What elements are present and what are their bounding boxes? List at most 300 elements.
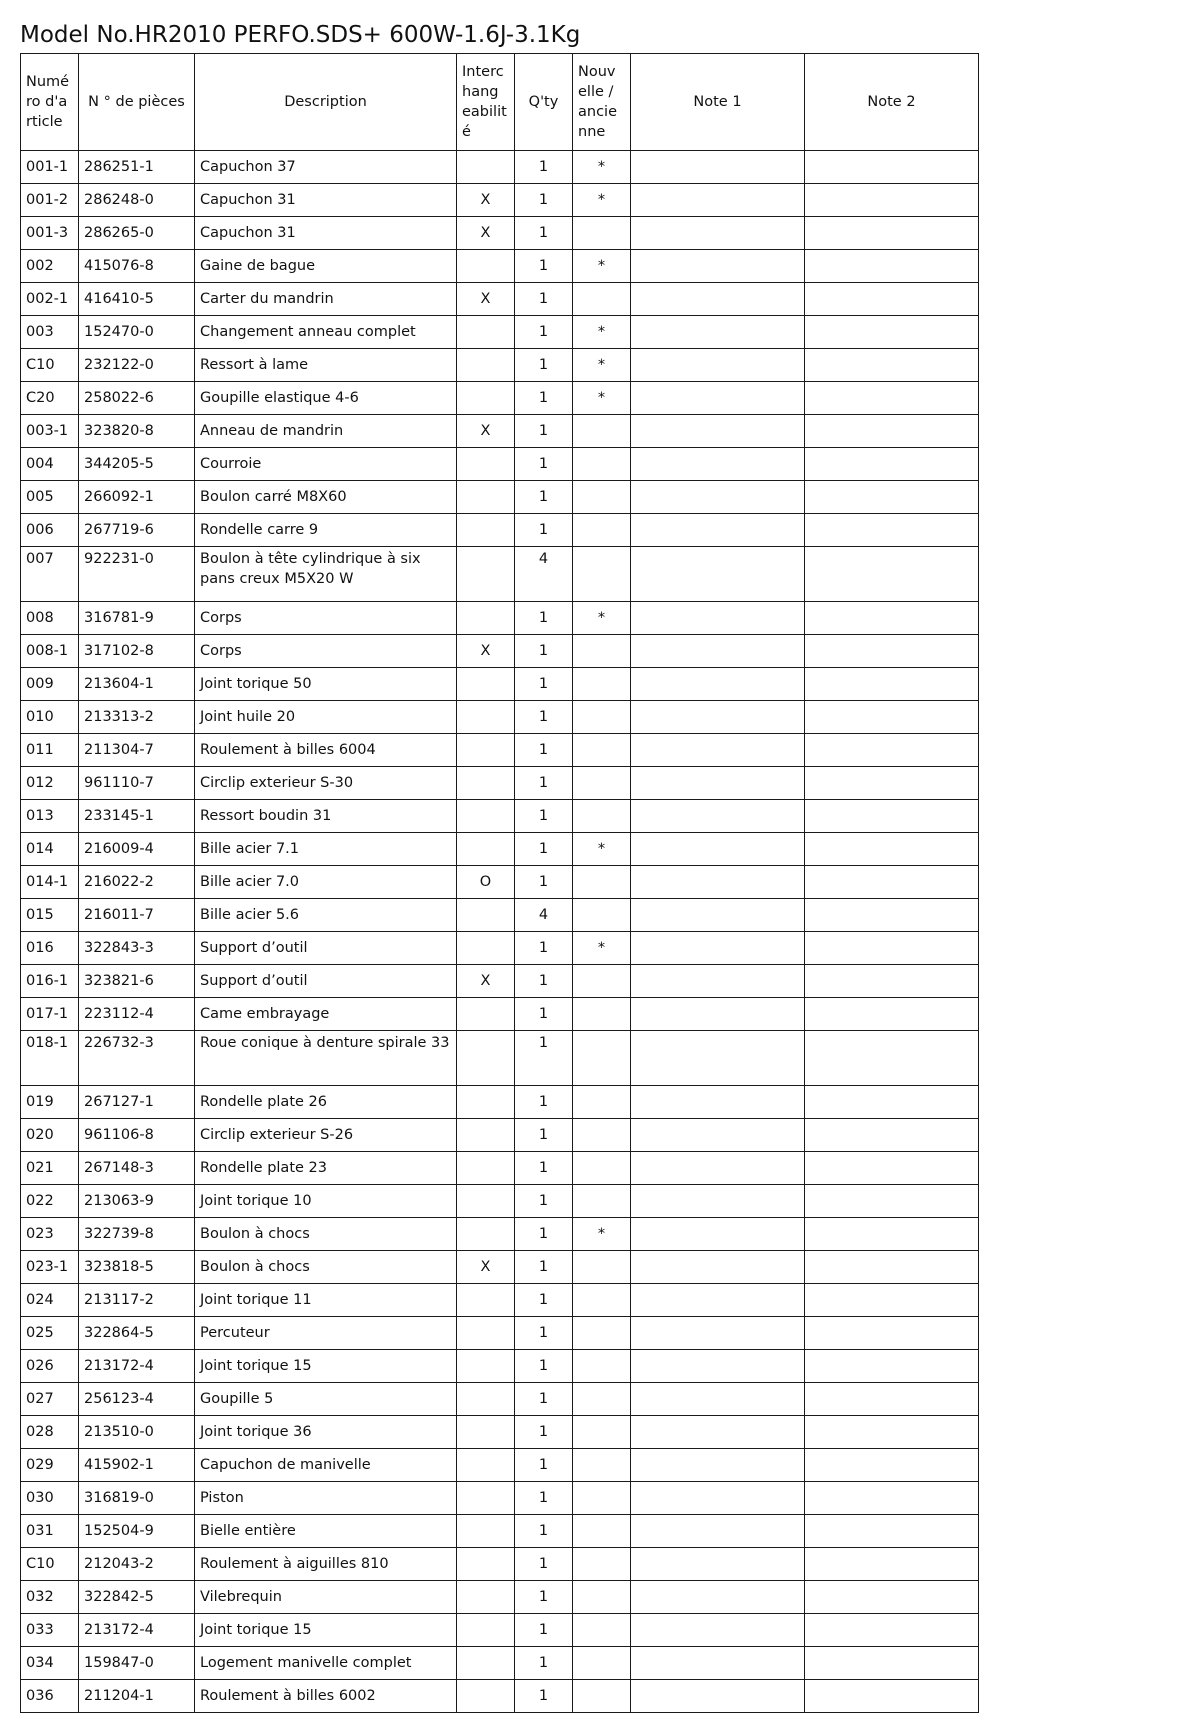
cell-new-old [573, 1086, 631, 1119]
cell-new-old [573, 635, 631, 668]
table-row [21, 1647, 979, 1680]
cell-note-2 [805, 1031, 979, 1086]
cell-item-no: 009 [21, 668, 79, 701]
cell-interchangeability [457, 1581, 515, 1614]
cell-description: Vilebrequin [195, 1581, 457, 1614]
cell-new-old [573, 668, 631, 701]
cell-interchangeability: X [457, 217, 515, 250]
cell-note-1 [631, 448, 805, 481]
table-row [21, 1317, 979, 1350]
cell-item-no: C20 [21, 382, 79, 415]
header-note-1: Note 1 [631, 54, 805, 151]
cell-new-old [573, 1581, 631, 1614]
cell-qty: 1 [515, 1548, 573, 1581]
cell-description: Capuchon 37 [195, 151, 457, 184]
table-row [21, 349, 979, 382]
cell-note-2 [805, 767, 979, 800]
cell-description: Came embrayage [195, 998, 457, 1031]
cell-qty: 1 [515, 1119, 573, 1152]
cell-item-no: 021 [21, 1152, 79, 1185]
table-row [21, 514, 979, 547]
cell-note-1 [631, 734, 805, 767]
cell-item-no: 001-3 [21, 217, 79, 250]
cell-new-old [573, 1482, 631, 1515]
cell-new-old [573, 1317, 631, 1350]
cell-part-no: 216009-4 [79, 833, 195, 866]
cell-note-2 [805, 514, 979, 547]
cell-qty: 1 [515, 1152, 573, 1185]
cell-note-1 [631, 1548, 805, 1581]
cell-part-no: 232122-0 [79, 349, 195, 382]
cell-description: Boulon à chocs [195, 1218, 457, 1251]
cell-note-1 [631, 800, 805, 833]
table-row [21, 1152, 979, 1185]
cell-description: Ressort à lame [195, 349, 457, 382]
cell-part-no: 322842-5 [79, 1581, 195, 1614]
cell-new-old [573, 767, 631, 800]
cell-qty: 1 [515, 1416, 573, 1449]
cell-interchangeability: X [457, 184, 515, 217]
cell-part-no: 316819-0 [79, 1482, 195, 1515]
cell-description: Rondelle plate 26 [195, 1086, 457, 1119]
cell-description: Circlip exterieur S-30 [195, 767, 457, 800]
cell-description: Joint torique 11 [195, 1284, 457, 1317]
cell-note-1 [631, 1416, 805, 1449]
cell-note-2 [805, 899, 979, 932]
cell-part-no: 216022-2 [79, 866, 195, 899]
cell-description: Anneau de mandrin [195, 415, 457, 448]
cell-interchangeability [457, 1119, 515, 1152]
table-row [21, 1515, 979, 1548]
cell-description: Roue conique à denture spirale 33 [195, 1031, 457, 1086]
cell-item-no: 017-1 [21, 998, 79, 1031]
cell-note-1 [631, 316, 805, 349]
cell-item-no: 018-1 [21, 1031, 79, 1086]
cell-description: Circlip exterieur S-26 [195, 1119, 457, 1152]
table-row [21, 1449, 979, 1482]
cell-note-1 [631, 151, 805, 184]
table-row [21, 283, 979, 316]
cell-description: Support d’outil [195, 932, 457, 965]
cell-qty: 1 [515, 1449, 573, 1482]
cell-note-2 [805, 1284, 979, 1317]
cell-new-old [573, 998, 631, 1031]
cell-note-1 [631, 998, 805, 1031]
cell-note-2 [805, 866, 979, 899]
cell-new-old [573, 1614, 631, 1647]
cell-note-2 [805, 1218, 979, 1251]
cell-interchangeability [457, 602, 515, 635]
cell-description: Corps [195, 602, 457, 635]
cell-item-no: 002 [21, 250, 79, 283]
cell-note-2 [805, 250, 979, 283]
cell-part-no: 258022-6 [79, 382, 195, 415]
cell-qty: 1 [515, 1251, 573, 1284]
cell-note-1 [631, 1284, 805, 1317]
cell-new-old [573, 1185, 631, 1218]
table-row [21, 734, 979, 767]
cell-part-no: 323821-6 [79, 965, 195, 998]
cell-qty: 1 [515, 448, 573, 481]
cell-interchangeability [457, 998, 515, 1031]
cell-note-2 [805, 1152, 979, 1185]
cell-item-no: 015 [21, 899, 79, 932]
cell-item-no: 026 [21, 1350, 79, 1383]
cell-item-no: 001-2 [21, 184, 79, 217]
cell-interchangeability [457, 1416, 515, 1449]
table-row [21, 1251, 979, 1284]
table-row [21, 1284, 979, 1317]
cell-note-1 [631, 1350, 805, 1383]
cell-note-1 [631, 668, 805, 701]
cell-part-no: 266092-1 [79, 481, 195, 514]
table-row [21, 965, 979, 998]
table-row [21, 382, 979, 415]
cell-part-no: 213063-9 [79, 1185, 195, 1218]
cell-description: Joint torique 15 [195, 1350, 457, 1383]
cell-qty: 1 [515, 1284, 573, 1317]
cell-description: Carter du mandrin [195, 283, 457, 316]
table-row [21, 602, 979, 635]
cell-interchangeability [457, 1185, 515, 1218]
parts-table-header [21, 54, 979, 151]
cell-note-2 [805, 217, 979, 250]
cell-note-2 [805, 932, 979, 965]
cell-note-1 [631, 1482, 805, 1515]
cell-new-old [573, 800, 631, 833]
cell-description: Rondelle carre 9 [195, 514, 457, 547]
cell-qty: 1 [515, 998, 573, 1031]
cell-qty: 1 [515, 833, 573, 866]
cell-part-no: 226732-3 [79, 1031, 195, 1086]
cell-new-old [573, 1031, 631, 1086]
cell-interchangeability [457, 1482, 515, 1515]
table-row [21, 547, 979, 602]
cell-note-1 [631, 866, 805, 899]
cell-interchangeability [457, 1031, 515, 1086]
cell-part-no: 344205-5 [79, 448, 195, 481]
cell-note-1 [631, 382, 805, 415]
cell-note-1 [631, 1647, 805, 1680]
table-row [21, 1548, 979, 1581]
cell-part-no: 323820-8 [79, 415, 195, 448]
cell-part-no: 213313-2 [79, 701, 195, 734]
cell-interchangeability [457, 1614, 515, 1647]
cell-part-no: 267127-1 [79, 1086, 195, 1119]
cell-item-no: 016 [21, 932, 79, 965]
cell-qty: 4 [515, 547, 573, 602]
cell-description: Roulement à billes 6002 [195, 1680, 457, 1713]
cell-qty: 1 [515, 217, 573, 250]
cell-qty: 1 [515, 514, 573, 547]
cell-interchangeability [457, 1548, 515, 1581]
cell-note-1 [631, 1185, 805, 1218]
cell-note-2 [805, 668, 979, 701]
cell-item-no: 003-1 [21, 415, 79, 448]
cell-interchangeability: X [457, 1251, 515, 1284]
cell-description: Support d’outil [195, 965, 457, 998]
cell-note-1 [631, 1383, 805, 1416]
table-row [21, 1185, 979, 1218]
cell-note-2 [805, 283, 979, 316]
cell-note-1 [631, 602, 805, 635]
cell-item-no: C10 [21, 1548, 79, 1581]
header-part-no: N ° de pièces [79, 54, 195, 151]
cell-qty: 1 [515, 151, 573, 184]
table-row [21, 899, 979, 932]
cell-new-old [573, 866, 631, 899]
cell-note-2 [805, 349, 979, 382]
cell-note-1 [631, 1581, 805, 1614]
cell-part-no: 223112-4 [79, 998, 195, 1031]
cell-new-old [573, 217, 631, 250]
cell-new-old [573, 1284, 631, 1317]
cell-new-old [573, 734, 631, 767]
cell-item-no: 008 [21, 602, 79, 635]
cell-new-old: * [573, 833, 631, 866]
cell-note-1 [631, 1317, 805, 1350]
cell-note-1 [631, 1119, 805, 1152]
cell-new-old: * [573, 316, 631, 349]
cell-note-1 [631, 965, 805, 998]
cell-qty: 1 [515, 734, 573, 767]
cell-qty: 1 [515, 1185, 573, 1218]
table-row [21, 1680, 979, 1713]
cell-interchangeability [457, 800, 515, 833]
cell-note-2 [805, 1119, 979, 1152]
cell-interchangeability [457, 316, 515, 349]
cell-interchangeability: X [457, 635, 515, 668]
cell-note-1 [631, 217, 805, 250]
cell-new-old [573, 701, 631, 734]
cell-qty: 1 [515, 349, 573, 382]
table-row [21, 448, 979, 481]
cell-note-2 [805, 448, 979, 481]
cell-note-2 [805, 1581, 979, 1614]
cell-item-no: 014-1 [21, 866, 79, 899]
table-row [21, 184, 979, 217]
cell-interchangeability [457, 767, 515, 800]
cell-new-old [573, 547, 631, 602]
cell-item-no: 013 [21, 800, 79, 833]
table-row [21, 1350, 979, 1383]
cell-part-no: 317102-8 [79, 635, 195, 668]
cell-item-no: 032 [21, 1581, 79, 1614]
cell-item-no: 001-1 [21, 151, 79, 184]
table-row [21, 316, 979, 349]
cell-note-2 [805, 1680, 979, 1713]
cell-note-1 [631, 1086, 805, 1119]
cell-part-no: 922231-0 [79, 547, 195, 602]
cell-part-no: 286265-0 [79, 217, 195, 250]
cell-note-2 [805, 382, 979, 415]
table-row [21, 1086, 979, 1119]
header-description: Description [195, 54, 457, 151]
cell-interchangeability [457, 1350, 515, 1383]
cell-note-2 [805, 965, 979, 998]
cell-description: Capuchon 31 [195, 184, 457, 217]
cell-part-no: 286251-1 [79, 151, 195, 184]
cell-description: Gaine de bague [195, 250, 457, 283]
cell-interchangeability [457, 514, 515, 547]
table-row [21, 1218, 979, 1251]
cell-part-no: 211304-7 [79, 734, 195, 767]
cell-part-no: 213172-4 [79, 1614, 195, 1647]
cell-part-no: 152504-9 [79, 1515, 195, 1548]
cell-new-old [573, 1515, 631, 1548]
cell-note-1 [631, 833, 805, 866]
cell-note-2 [805, 1482, 979, 1515]
cell-new-old [573, 1251, 631, 1284]
cell-qty: 1 [515, 1581, 573, 1614]
header-item-no: Numé ro d'a rticle [21, 54, 79, 151]
cell-note-2 [805, 1647, 979, 1680]
table-row [21, 481, 979, 514]
cell-note-1 [631, 1680, 805, 1713]
cell-new-old [573, 1383, 631, 1416]
table-row [21, 932, 979, 965]
cell-description: Bille acier 5.6 [195, 899, 457, 932]
cell-new-old [573, 1647, 631, 1680]
cell-note-1 [631, 547, 805, 602]
cell-interchangeability [457, 1647, 515, 1680]
cell-note-2 [805, 481, 979, 514]
cell-note-2 [805, 1383, 979, 1416]
cell-description: Joint torique 15 [195, 1614, 457, 1647]
cell-description: Joint torique 36 [195, 1416, 457, 1449]
cell-interchangeability [457, 1449, 515, 1482]
header-interchangeability: Interc hang eabilit é [457, 54, 515, 151]
cell-note-1 [631, 415, 805, 448]
cell-item-no: 030 [21, 1482, 79, 1515]
cell-interchangeability [457, 1680, 515, 1713]
cell-note-2 [805, 1548, 979, 1581]
cell-note-2 [805, 151, 979, 184]
cell-new-old [573, 481, 631, 514]
cell-interchangeability [457, 151, 515, 184]
cell-part-no: 256123-4 [79, 1383, 195, 1416]
cell-interchangeability [457, 1218, 515, 1251]
table-row [21, 151, 979, 184]
cell-item-no: 034 [21, 1647, 79, 1680]
cell-note-1 [631, 184, 805, 217]
cell-description: Changement anneau complet [195, 316, 457, 349]
cell-part-no: 213172-4 [79, 1350, 195, 1383]
cell-description: Capuchon 31 [195, 217, 457, 250]
cell-qty: 1 [515, 1086, 573, 1119]
cell-note-2 [805, 1086, 979, 1119]
cell-description: Piston [195, 1482, 457, 1515]
cell-item-no: 023-1 [21, 1251, 79, 1284]
cell-new-old: * [573, 932, 631, 965]
cell-qty: 1 [515, 1482, 573, 1515]
cell-item-no: 011 [21, 734, 79, 767]
table-row [21, 800, 979, 833]
table-row [21, 250, 979, 283]
cell-qty: 4 [515, 899, 573, 932]
cell-description: Capuchon de manivelle [195, 1449, 457, 1482]
table-row [21, 866, 979, 899]
cell-item-no: 024 [21, 1284, 79, 1317]
cell-part-no: 961106-8 [79, 1119, 195, 1152]
cell-note-2 [805, 1317, 979, 1350]
cell-interchangeability: X [457, 283, 515, 316]
cell-qty: 1 [515, 602, 573, 635]
cell-new-old [573, 899, 631, 932]
table-row [21, 1119, 979, 1152]
cell-interchangeability: X [457, 415, 515, 448]
cell-description: Joint torique 50 [195, 668, 457, 701]
cell-item-no: 027 [21, 1383, 79, 1416]
cell-part-no: 159847-0 [79, 1647, 195, 1680]
cell-qty: 1 [515, 1218, 573, 1251]
cell-note-2 [805, 701, 979, 734]
cell-new-old: * [573, 184, 631, 217]
cell-interchangeability [457, 1383, 515, 1416]
cell-note-2 [805, 1449, 979, 1482]
cell-note-1 [631, 1614, 805, 1647]
cell-new-old [573, 415, 631, 448]
cell-part-no: 322739-8 [79, 1218, 195, 1251]
cell-interchangeability [457, 481, 515, 514]
cell-note-1 [631, 899, 805, 932]
cell-qty: 1 [515, 1383, 573, 1416]
cell-item-no: 014 [21, 833, 79, 866]
cell-item-no: 028 [21, 1416, 79, 1449]
cell-note-1 [631, 1031, 805, 1086]
cell-new-old [573, 1449, 631, 1482]
cell-note-2 [805, 800, 979, 833]
table-row [21, 1031, 979, 1086]
header-new-old: Nouv elle / ancie nne [573, 54, 631, 151]
cell-new-old [573, 1416, 631, 1449]
parts-table [20, 53, 979, 1713]
cell-description: Roulement à aiguilles 810 [195, 1548, 457, 1581]
cell-new-old [573, 1119, 631, 1152]
table-row [21, 217, 979, 250]
cell-note-1 [631, 635, 805, 668]
cell-item-no: 004 [21, 448, 79, 481]
cell-part-no: 213604-1 [79, 668, 195, 701]
header-qty: Q'ty [515, 54, 573, 151]
cell-part-no: 152470-0 [79, 316, 195, 349]
cell-note-2 [805, 1614, 979, 1647]
cell-qty: 1 [515, 1350, 573, 1383]
cell-note-2 [805, 602, 979, 635]
cell-item-no: 003 [21, 316, 79, 349]
cell-part-no: 213510-0 [79, 1416, 195, 1449]
cell-new-old: * [573, 1218, 631, 1251]
cell-part-no: 322843-3 [79, 932, 195, 965]
cell-new-old: * [573, 250, 631, 283]
cell-note-1 [631, 1515, 805, 1548]
cell-note-2 [805, 1416, 979, 1449]
cell-new-old [573, 283, 631, 316]
cell-qty: 1 [515, 1515, 573, 1548]
cell-part-no: 322864-5 [79, 1317, 195, 1350]
cell-interchangeability [457, 932, 515, 965]
cell-note-2 [805, 1251, 979, 1284]
cell-qty: 1 [515, 316, 573, 349]
cell-interchangeability [457, 701, 515, 734]
cell-interchangeability [457, 250, 515, 283]
cell-item-no: 010 [21, 701, 79, 734]
table-row [21, 1416, 979, 1449]
cell-interchangeability [457, 899, 515, 932]
cell-item-no: 022 [21, 1185, 79, 1218]
cell-qty: 1 [515, 1031, 573, 1086]
cell-note-1 [631, 283, 805, 316]
